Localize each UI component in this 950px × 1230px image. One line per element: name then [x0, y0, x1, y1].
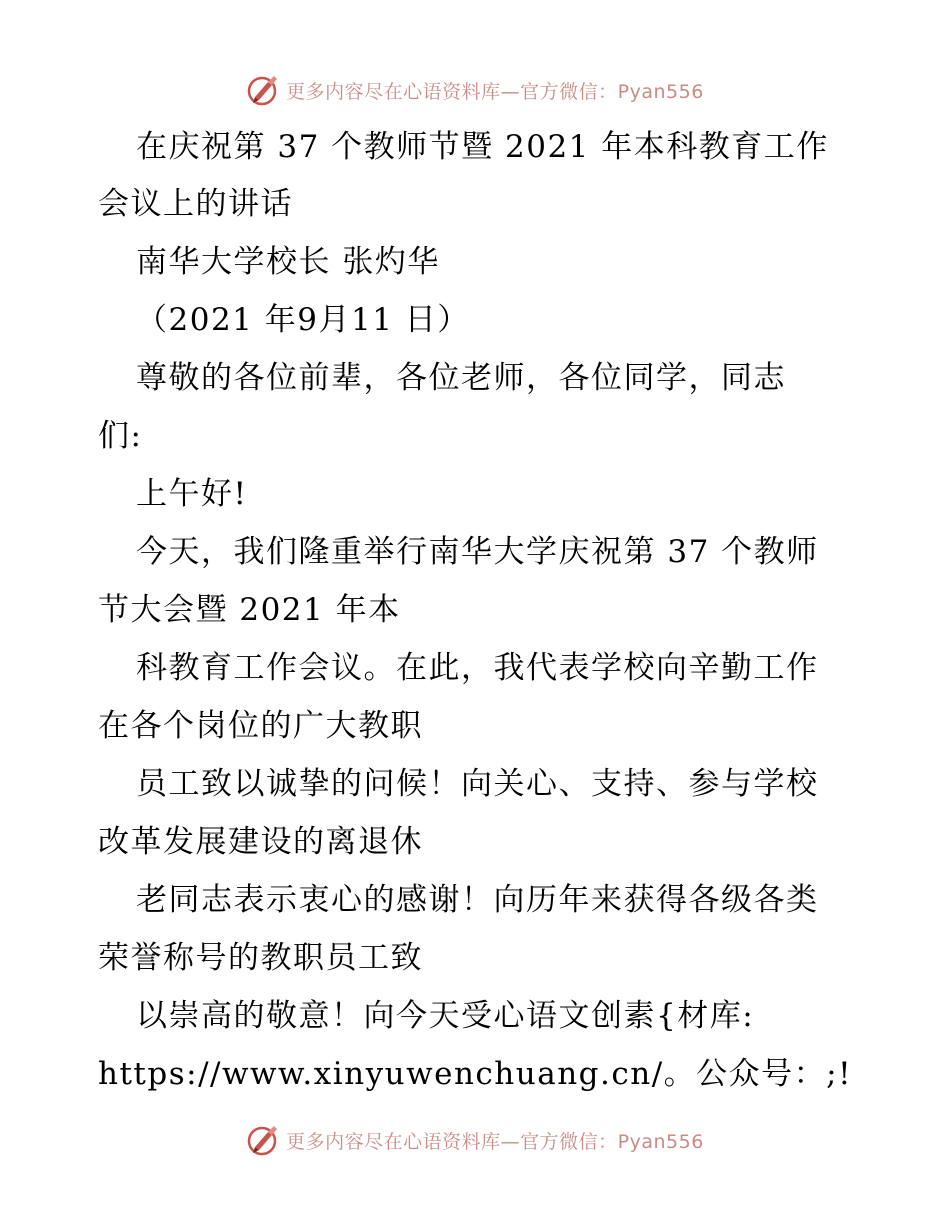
body-line: 以崇高的敬意！向今天受心语文创素{材库:	[136, 998, 755, 1034]
watermark-footer	[0, 1120, 950, 1160]
body-line: 科教育工作会议。在此，我代表学校向辛勤工作	[136, 650, 819, 686]
title-line-2: 会议上的讲话	[98, 186, 293, 222]
pen-seal-logo-icon	[246, 73, 280, 107]
author-line: 南华大学校长 张灼华	[136, 244, 440, 280]
title-line-1: 在庆祝第 37 个教师节暨 2021 年本科教育工作	[136, 129, 829, 165]
body-line: 员工致以诚挚的问候！向关心、支持、参与学校	[136, 766, 819, 802]
body-line: 改革发展建设的离退休	[98, 824, 423, 860]
body-line: 在各个岗位的广大教职	[98, 708, 423, 744]
body-line: 节大会暨 2021 年本	[98, 592, 401, 628]
body-line: 尊敬的各位前辈，各位老师，各位同学，同志	[136, 360, 786, 396]
url-line: https://www.xinyuwenchuang.cn/。公众号：;!	[98, 1056, 853, 1092]
body-line: 荣誉称号的教职员工致	[98, 940, 423, 976]
date-line: （2021 年9月11 日）	[136, 302, 470, 338]
body-line: 老同志表示衷心的感谢！向历年来获得各级各类	[136, 882, 819, 918]
body-line: 们:	[98, 418, 143, 454]
watermark-text: 更多内容尽在心语资料库—官方微信：Pyan556	[286, 1130, 704, 1153]
watermark-header	[0, 70, 950, 110]
pen-seal-logo-icon	[246, 1123, 280, 1157]
watermark-text: 更多内容尽在心语资料库—官方微信：Pyan556	[286, 80, 704, 103]
body-line: 今天，我们隆重举行南华大学庆祝第 37 个教师	[136, 534, 819, 570]
body-line: 上午好!	[136, 476, 248, 512]
